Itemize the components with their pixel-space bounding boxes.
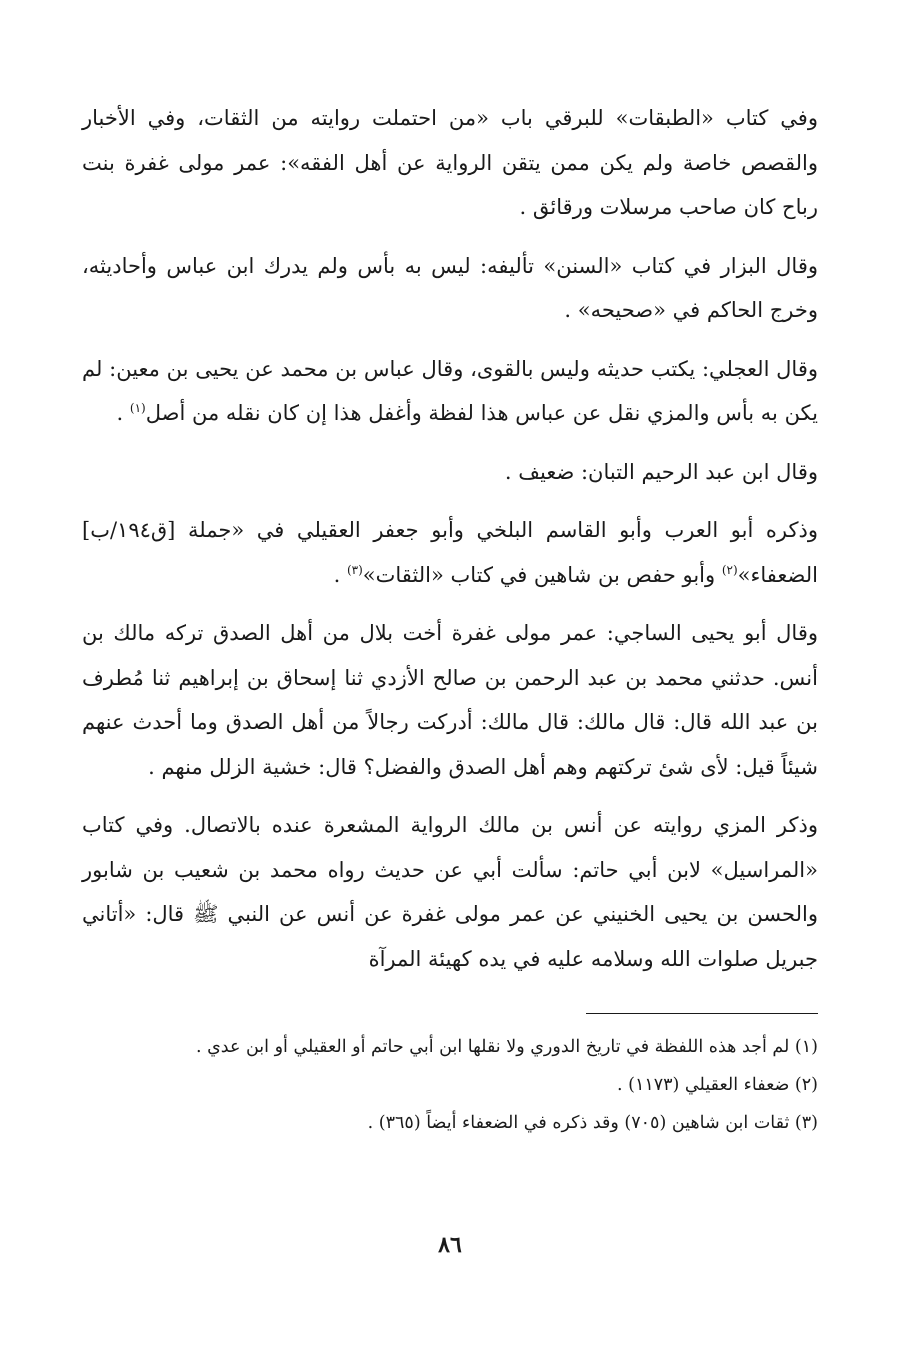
footnote-separator: [586, 1013, 818, 1014]
footnotes: [82, 1029, 818, 1143]
paragraph-ijli-end: .: [116, 401, 130, 425]
footnote-ref-2[interactable]: (٢): [721, 562, 738, 577]
footnote-1: (١) لم أجد هذه اللفظة في تاريخ الدوري ولا نقلها ابن أبي حاتم أو العقيلي أو ابن عدي .: [195, 1037, 818, 1057]
paragraph-saji: وقال أبو يحيى الساجي: عمر مولى غفرة أخت بلال من أهل الصدق تركه مالك بن أنس. حدثني محمد بن عبد الرحمن بن صالح الأزدي ثنا إسحاق بن إبراهيم ثنا مُطرف بن عبد الله قال: قال مالك: قال مالك: أدركت رجالاً من أهل الصدق وما أحدث عنهم شيئاً قيل: لأى شئ تركتهم وهم أهل الصدق والفضل؟ قال: خشية الزلل منهم .: [82, 621, 818, 779]
page-number: ٨٦: [438, 1232, 462, 1258]
paragraph-tabban: وقال ابن عبد الرحيم التبان: ضعيف .: [504, 459, 818, 484]
paragraph-abu-alarab-text2: وأبو حفص بن شاهين في كتاب «الثقات»: [362, 562, 722, 587]
paragraph-bazzar: وقال البزار في كتاب «السنن» تأليفه: ليس به بأس ولم يدرك ابن عباس وأحاديثه، وخرج الحاكم في «صحيحه» .: [82, 253, 818, 322]
footnote-ref-1[interactable]: (١): [129, 401, 146, 415]
paragraph-tabaqat: وفي كتاب «الطبقات» للبرقي باب «من احتملت روايته من الثقات، وفي الأخبار والقصص خاصة ولم يكن ممن يتقن الرواية عن أهل الفقه»: عمر مولى غفرة بنت رباح كان صاحب مرسلات ورقائق .: [82, 106, 818, 219]
paragraph-mizzi: وذكر المزي روايته عن أنس بن مالك الرواية المشعرة عنده بالاتصال. وفي كتاب «المراسيل» لابن أبي حاتم: سألت أبي عن حديث رواه محمد بن شعيب بن شابور والحسن بن يحيى الخنيني عن عمر مولى غفرة عن أنس عن النبي ﷺ قال: «أتاني جبريل صلوات الله وسلامه عليه في يده كهيئة المرآة: [82, 813, 818, 971]
main-text: [82, 96, 818, 995]
footnote-3: (٣) ثقات ابن شاهين (٧٠٥) وقد ذكره في الضعفاء أيضاً (٣٦٥) .: [367, 1113, 818, 1133]
paragraph-ijli-text: وقال العجلي: يكتب حديثه وليس بالقوى، وقال عباس بن محمد عن يحيى بن معين: لم يكن به بأس والمزي نقل عن عباس هذا لفظة وأغفل هذا إن كان نقله من أصل: [82, 356, 818, 425]
footnote-2: (٢) ضعفاء العقيلي (١١٧٣) .: [616, 1075, 818, 1095]
paragraph-abu-alarab: [82, 508, 818, 597]
paragraph-abu-alarab-text: وذكره أبو العرب وأبو القاسم البلخي وأبو جعفر العقيلي في «جملة [ق١٩٤/ب] الضعفاء»: [82, 518, 818, 587]
footnote-ref-3[interactable]: (٣): [346, 562, 363, 577]
paragraph-ijli: [82, 347, 818, 436]
paragraph-abu-alarab-end: .: [333, 562, 347, 587]
